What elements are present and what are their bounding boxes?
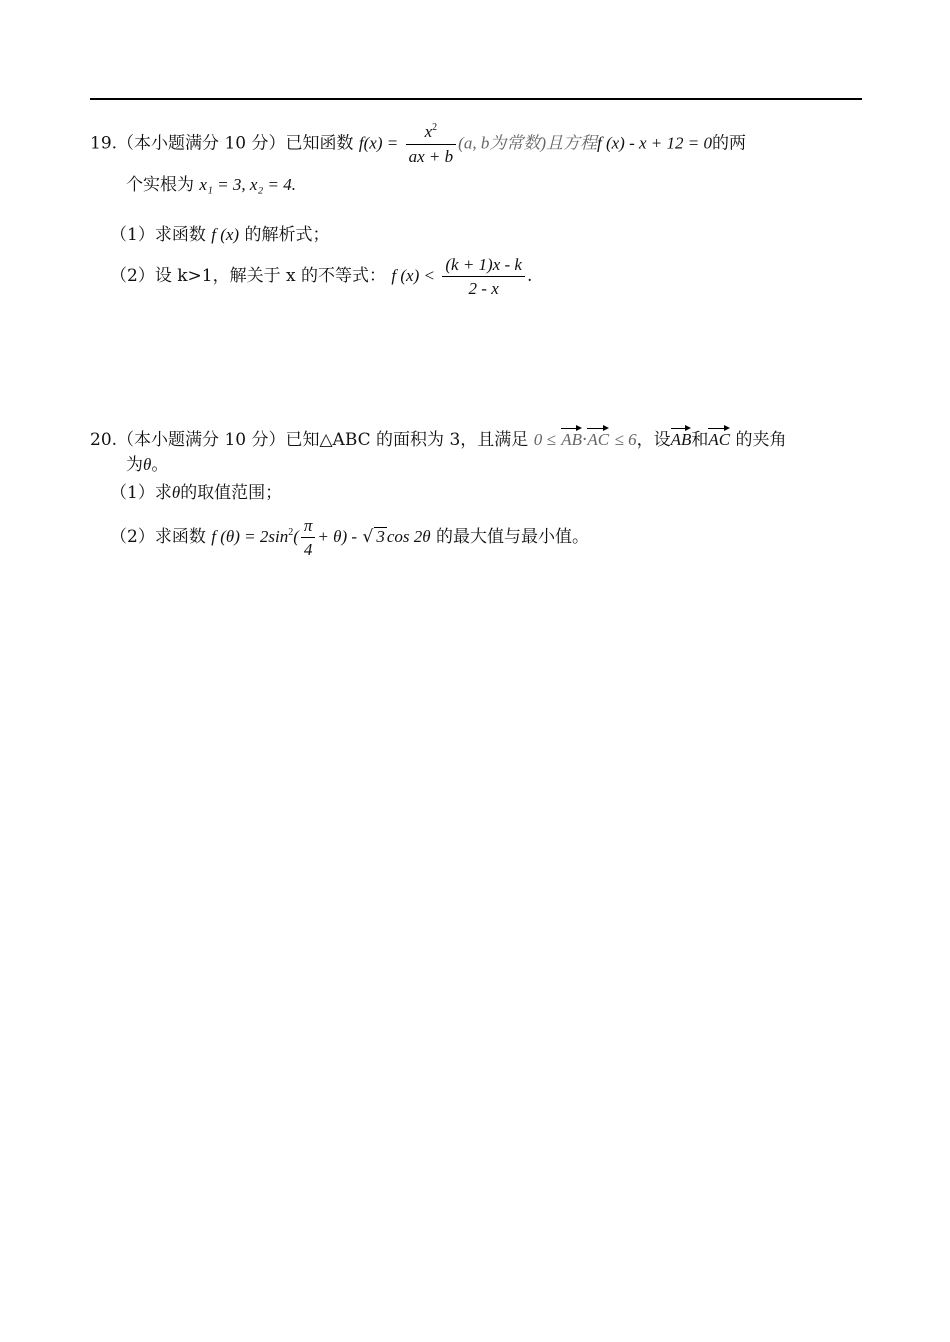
q19-p2-den: 2 - x [468, 279, 499, 298]
q20-vec-ab-2: AB [671, 427, 692, 448]
q20-vec-ac: AC [587, 427, 609, 448]
q19-num-exp: 2 [432, 122, 438, 133]
top-rule [90, 98, 862, 100]
q20-tail: 的夹角 [735, 430, 787, 450]
q20-p2-tail: 的最大值与最小值。 [435, 527, 589, 547]
q20-p2-plus: + θ) - [317, 527, 358, 546]
q20-p2-fraction [301, 517, 316, 558]
q20-p2-pi: π [301, 517, 316, 538]
q20-line2 [126, 456, 168, 474]
q19-line2-text: 个实根为 [126, 175, 194, 195]
q20-part1 [110, 484, 282, 502]
q19-part1 [110, 226, 329, 244]
q20-vec-ac-2: AC [708, 427, 730, 448]
q19-p1-fx: f (x) [211, 225, 240, 244]
q19-f: f [358, 133, 364, 153]
q19-header: （本小题满分 10 分）已知函数 [117, 133, 354, 154]
q19-eq: f (x) - x + 12 = 0 [597, 133, 712, 153]
q19-line2 [126, 176, 296, 194]
q19-p2-label: （2）设 k>1，解关于 x 的不等式： [110, 266, 386, 286]
q19-p1-tail: 的解析式； [244, 225, 330, 245]
q19-tail: 的两 [712, 133, 746, 154]
q19-p2-num: (k + 1)x - k [442, 256, 525, 277]
q20-line1 [90, 427, 787, 449]
q20-line2-end: 。 [151, 455, 169, 475]
q20-p2-open: ( [293, 527, 299, 546]
q20-line2-pre: 为 [126, 455, 143, 475]
q20-part2 [110, 517, 589, 558]
q20-p2-label: （2）求函数 [110, 527, 206, 547]
q20-he: 和 [691, 430, 709, 450]
q20-p1-theta: θ [171, 483, 181, 502]
q19-number: 19. [90, 133, 118, 154]
q19-p2-end: . [526, 266, 533, 286]
q19-p2-fraction [442, 256, 525, 297]
q20-sqrt-sign: √ [362, 527, 374, 547]
q19-p1-label: （1）求函数 [110, 225, 206, 245]
q19-p2-lhs: f (x) < [391, 266, 435, 285]
q20-header: （本小题满分 10 分）已知△ABC 的面积为 3，且满足 [117, 430, 529, 450]
q20-p2-cos: cos 2θ [386, 527, 431, 546]
q20-p1-tail: 的取值范围； [180, 483, 283, 503]
q20-ineq-left: 0 ≤ [533, 430, 556, 449]
q20-p1-label: （1）求 [110, 483, 172, 503]
q20-p2-four: 4 [303, 540, 313, 559]
q19-line1 [90, 123, 746, 165]
q20-mid: ，设 [636, 430, 671, 450]
q19-roots: x₁ = 3, x₂ = 4. [199, 175, 297, 194]
q20-vec-ab: AB [561, 427, 582, 448]
q20-number: 20. [90, 430, 118, 450]
q19-den: ax + b [408, 147, 454, 166]
q19-num-var: x [424, 122, 433, 141]
q20-dot: · [581, 430, 588, 450]
q19-fraction [406, 123, 457, 165]
q20-theta: θ [143, 455, 152, 474]
q19-part2 [110, 256, 532, 297]
q20-p2-expr: f (θ) = 2sin [211, 527, 289, 546]
q20-p2-sup: 2 [288, 527, 294, 538]
q19-cond: (a, b为常数)且方程 [458, 133, 597, 153]
q19-paren-x: (x) = [363, 133, 399, 153]
q20-ineq-right: ≤ 6 [614, 430, 637, 449]
q20-p2-three: 3 [376, 527, 385, 546]
